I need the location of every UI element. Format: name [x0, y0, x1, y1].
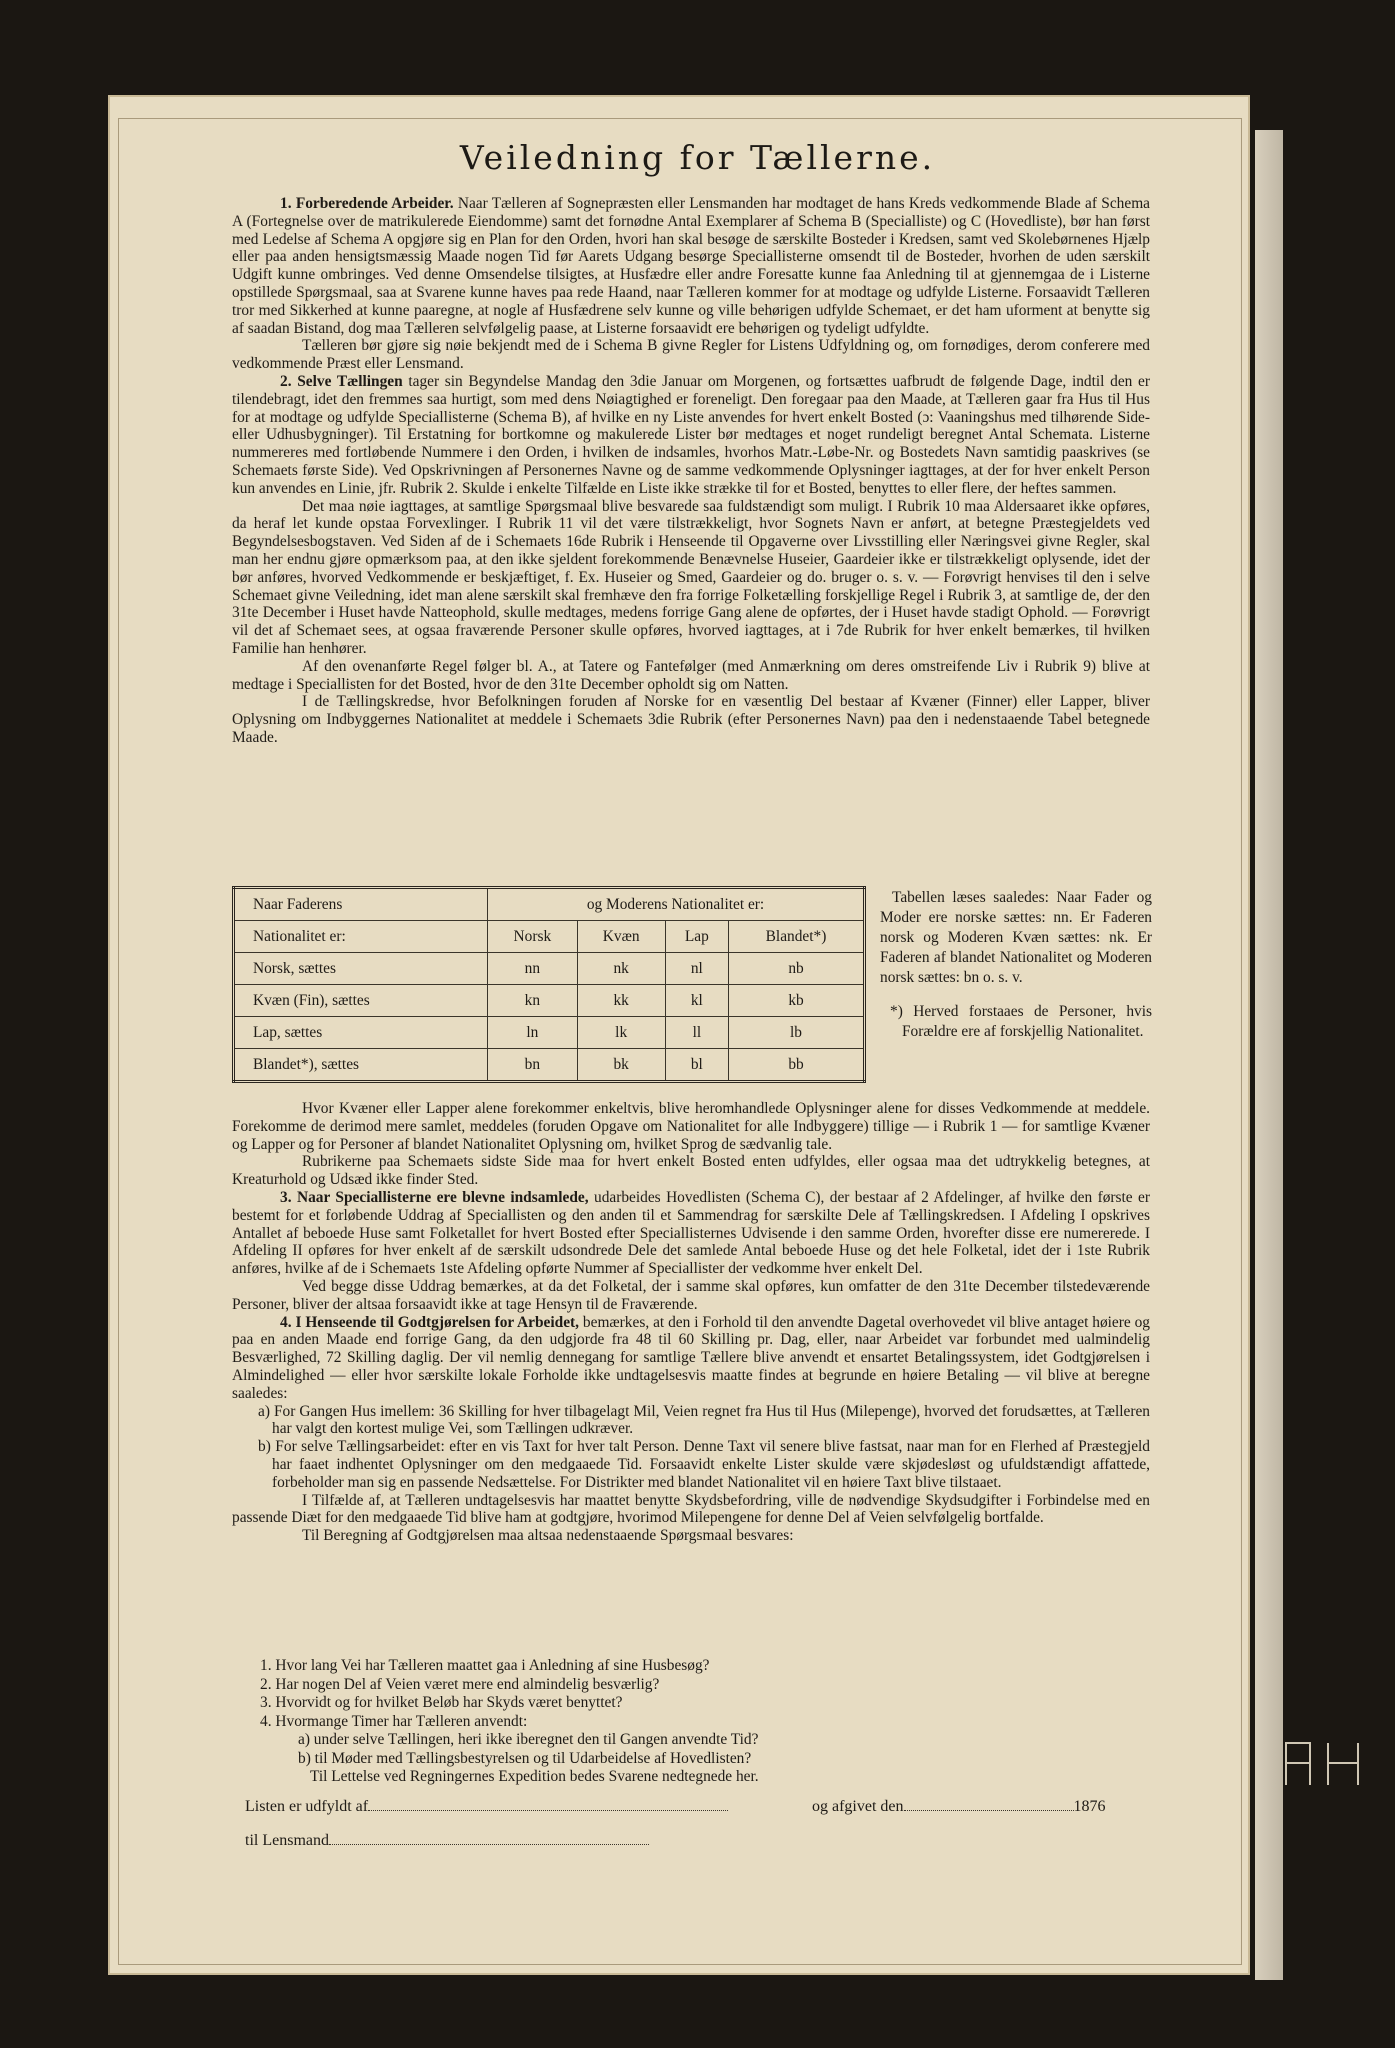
table-head-left-2: Nationalitet er: [234, 921, 488, 953]
date-blank[interactable] [904, 1810, 1074, 1811]
section-4-item-a: a) For Gangen Hus imellem: 36 Skilling for hver tilbagelagt Mil, Veien regnet fra Hus til Hus (Milepenge), hvorved det forudsættes, at Tælleren har valgt den kortest mulige Vei, som Tællingen udkræver. [258, 1402, 1150, 1438]
question-item: 2. Har nogen Del af Veien været mere end almindelig besværlig? [260, 1675, 660, 1693]
section-2-para-3: Af den ovenanførte Regel følger bl. A., at Tatere og Fantefølger (med Anmærkning om deres omstreifende Liv i Rubrik 9) blive at medtage i Speciallisten for det Bosted, hvor de den 31te December opholdt sig om Natten. [232, 657, 1150, 693]
table-col-header: Blandet*) [729, 921, 865, 953]
section-4-para-3: Til Beregning af Godtgjørelsen maa altsaa nedenstaaende Spørgsmaal besvares: [302, 1527, 794, 1545]
nationality-table [232, 886, 866, 1083]
table-row-label: Lap, sættes [234, 1017, 488, 1049]
table-head-left-1: Naar Faderens [234, 888, 488, 921]
question-item: 3. Hvorvidt og for hvilket Beløb har Skyds været benyttet? [260, 1694, 623, 1711]
afgivet-label: og afgivet den [812, 1798, 904, 1815]
table-cell: nb [729, 953, 865, 985]
table-cell: lb [729, 1017, 865, 1049]
section-2-text: tager sin Begyndelse Mandag den 3die Januar om Morgenen, og fortsættes uafbrudt de følgende Dage, indtil den er tilendebragt, idet den fremmes saa hurtigt, som med dens Nøiagtighed er foreneligt. Den foregaar paa den Maade, at Tælleren gaar fra Hus til Hus for at modtage og udfylde Speciallisterne (Schema B), af hvilke en ny Liste anvendes for hvert enkelt Bosted (ɔ: Vaaningshus med tilhørende Side- eller Udhusbygninger). Til Erstatning for bortkomne og makulerede Lister bør medtages et noget rundeligt beregnet Antal Schemata. Listerne nummereres med fortløbende Nummere i den Orden, i hvilken de indsamles, hvorhos Matr.-Løbe-Nr. og Bostedets Navn samtidig paaskrives (se Schemaets første Side). Ved Opskrivningen af Personernes Navne og de samme vedkommende Oplysninger iagttages, at der for hver enkelt Person kun anvendes en Linie, jfr. Rubrik 2. Skulde i enkelte Tilfælde en Liste ikke strække til for et Bosted, benyttes to eller flere, der heftes sammen. [232, 372, 1150, 497]
table-cell: nl [665, 953, 728, 985]
question-item: 1. Hvor lang Vei har Tælleren maattet gaa i Anledning af sine Husbesøg? [260, 1657, 710, 1674]
table-cell: kl [665, 985, 728, 1017]
section-3-text: udarbeides Hovedlisten (Schema C), der bestaar af 2 Afdelinger, af hvilke den første er bestemt for et forløbende Uddrag af Speciallisten og den anden til et Sammendrag for særskilte Dele af Tællingskredsen. I Afdeling I opskrives Antallet af beboede Huse samt Folketallet for hvert Bosted efter Speciallisternes Udvisende i den samme Orden, hvorefter disse ere numererede. I Afdeling II opføres for hver enkelt af de særskilt udsondrede Dele det samlede Antal beboede Huse og det hele Folketal, idet der i 1ste Rubrik anføres, hvilke af de i Schemaets 1ste Afdeling opførte Nummer af Speciallister der vedkomme hver enkelt Del. [232, 1188, 1150, 1278]
table-row [234, 1049, 865, 1082]
after-table-para-2: Rubrikerne paa Schemaets sidste Side maa for hvert enkelt Bosted enten udfyldes, eller ogsaa maa det udtrykkelig betegnes, at Kreaturhold og Udsæd ikke finder Sted. [232, 1153, 1150, 1189]
table-head-right-1: og Moderens Nationalitet er: [488, 888, 865, 921]
lensmand-line [245, 1832, 649, 1850]
page-edge [1255, 130, 1283, 1980]
table-row [234, 953, 865, 985]
section-1-heading: 1. Forberedende Arbeider. [280, 195, 454, 212]
section-1-text: Naar Tælleren af Sognepræsten eller Lensmanden har modtaget de hans Kreds vedkommende Blade af Schema A (Fortegnelse over de matrikulerede Eiendomme) samt det fornødne Antal Exemplarer af Schema B (Specialliste) og C (Hovedliste), bør han først med Ledelse af Schema A opgjøre sig en Plan for den Orden, hvori han skal besøge de særskilte Bosteder i Kredsen, samt ved Skolebørnenes Hjælp eller paa anden hensigtsmæssig Maade nogen Tid før Aarets Udgang besørge Speciallisterne omsendt til de Bosteder, hvorhen de uden særskilt Udgift kunne ombringes. Ved denne Omsendelse tilsigtes, at Husfædre eller andre Foresatte kunne faa Anledning til at gjennemgaa de i Listerne opstillede Spørgsmaal, saa at Svarene kunne haves paa rede Haand, naar Tælleren kommer for at modtage og udfylde Listerne. Forsaavidt Tælleren tror med Sikkerhed at kunne paaregne, at nogle af Husfædrene selv kunne og ville behørigen udfylde Schemaet, er det ham uforment at benytte sig af saadan Bistand, dog maa Tælleren selvfølgelig paase, at Listerne forsaavidt ere behørigen og tydeligt udfyldte. [232, 195, 1150, 337]
section-4-para-2: I Tilfælde af, at Tælleren undtagelsesvis har maattet benytte Skydsbefordring, ville de nødvendige Skydsudgifter i Forbindelse med en passende Diæt for den medgaaede Tid blive ham at godtgjøre, hvorimod Milepengene for denne Del af Veien selvfølgelig bortfalde. [232, 1491, 1150, 1527]
table-cell: ll [665, 1017, 728, 1049]
document-title: Veiledning for Tællerne. [459, 138, 936, 177]
table-footnote: *) Herved forstaaes de Personer, hvis Forældre ere af forskjellig Nationalitet. [890, 1003, 1152, 1040]
section-1 [232, 195, 1150, 747]
listen-line [245, 1798, 728, 1816]
table-row-label: Blandet*), sættes [234, 1049, 488, 1082]
closing-note: Til Lettelse ved Regningernes Expedition bedes Svarene nedtegnede her. [310, 1768, 759, 1785]
year-label: 1876 [1073, 1798, 1106, 1815]
question-subitem: b) til Møder med Tællingsbestyrelsen og til Udarbeidelse af Hovedlisten? [298, 1749, 752, 1767]
section-4-item-b: b) For selve Tællingsarbeidet: efter en vis Taxt for hver talt Person. Denne Taxt vil senere blive fastsat, naar man for en Flerhed af Præstegjeld har faaet indhentet Oplysninger om den medgaaede Tid. Forsaavidt enkelte Lister skulde være skjødesløst og ufuldstændigt affattede, forbeholder man sig en passende Nedsættelse. For Distrikter med blandet Nationalitet vil en høiere Taxt blive tilstaaet. [258, 1438, 1150, 1491]
table-row [234, 1017, 865, 1049]
section-4-text: bemærkes, at den i Forhold til den anvendte Dagetal overhovedet vil blive antaget høiere og paa en anden Maade end forrige Gang, da den udgjorde fra 48 til 60 Skilling pr. Dag, eller, naar Arbeidet var forbundet med ualmindelig Besværlighed, 72 Skilling daglig. Der vil nemlig dennegang for samtlige Tællere blive anvendt et ensartet Betalingssystem, idet Godtgjørelsen i Almindelighed — eller hvor særskilte lokale Forholde ikke undtagelsesvis maatte findes at begrunde en høiere Betaling — vil blive at beregne saaledes: [232, 1313, 1150, 1402]
table-cell: bl [665, 1049, 728, 1082]
table-cell: kk [577, 985, 665, 1017]
margin-monogram [1280, 1735, 1370, 1795]
table-cell: nn [488, 953, 578, 985]
section-4-heading: 4. I Henseende til Godtgjørelsen for Arbeidet, [280, 1313, 580, 1331]
section-2-para-4: I de Tællingskredse, hvor Befolkningen foruden af Norske for en væsentlig Del bestaar af Kvæner (Finner) eller Lapper, bliver Oplysning om Indbyggernes Nationalitet at meddele i Schemaets 3die Rubrik (efter Personernes Navn) paa den i nedenstaaende Tabel betegnede Maade. [232, 693, 1150, 746]
table-cell: bn [488, 1049, 578, 1082]
lensmand-label: til Lensmand [245, 1832, 329, 1849]
section-1-para-2: Tælleren bør gjøre sig nøie bekjendt med de i Schema B givne Regler for Listens Udfyldning og, om fornødiges, derom conferere med vedkommende Præst eller Lensmand. [232, 337, 1150, 373]
table-explanation-text: Tabellen læses saaledes: Naar Fader og Moder ere norske sættes: nn. Er Faderen norsk og Moderen Kvæn sættes: nk. Er Faderen af blandet Nationalitet og Moderen norsk sættes: bn o. s. v. [880, 889, 1152, 986]
lensmand-blank[interactable] [329, 1844, 649, 1845]
table-cell: lk [577, 1017, 665, 1049]
table-cell: kb [729, 985, 865, 1017]
question-subitem: a) under selve Tællingen, heri ikke iberegnet den til Gangen anvendte Tid? [298, 1731, 759, 1748]
listen-blank[interactable] [368, 1810, 728, 1811]
question-item: 4. Hvormange Timer har Tælleren anvendt: [260, 1712, 528, 1730]
table-col-header: Norsk [488, 921, 578, 953]
table-cell: kn [488, 985, 578, 1017]
table-col-header: Lap [665, 921, 728, 953]
table-row-label: Norsk, sættes [234, 953, 488, 985]
section-2-heading: 2. Selve Tællingen [280, 372, 403, 390]
section-3-4 [232, 1100, 1150, 1545]
table-cell: ln [488, 1017, 578, 1049]
section-3-para-2: Ved begge disse Uddrag bemærkes, at da det Folketal, der i samme skal opføres, kun omfatter de den 31te December tilstedeværende Personer, bliver der altsaa forsaavidt ikke at tage Hensyn til de Fraværende. [232, 1277, 1150, 1313]
section-2-para-2: Det maa nøie iagttages, at samtlige Spørgsmaal blive besvarede saa fuldstændigt som muligt. I Rubrik 10 maa Aldersaaret ikke opføres, da heraf let kunde opstaa Forvexlinger. I Rubrik 11 vil det være tilstrækkeligt, hvor Sognets Navn er anført, at betegne Præstegjeldets ved Begyndelsesbogstaven. Ved Siden af de i Schemaets 16de Rubrik i Henseende til Opgaverne over Livsstilling eller Næringsvei givne Regler, skal man her endnu gjøre opmærksom paa, at den ikke sjeldent forekommende Benævnelse Huseier, Gaardeier ikke er tilstrækkeligt oplysende, idet der bør anføres, hvorved Vedkommende er beskjæftiget, f. Ex. Huseier og Smed, Gaardeier og do. bruger o. s. v. — Forøvrigt henvises til den i selve Schemaet givne Veiledning, idet man alene særskilt skal fremhæve den fra forrige Folketælling forskjellige Regel i Rubrik 3, at samtlige de, der den 31te December i Huset havde Natteophold, skulle medtages, medens forrige Gang alene de opførtes, der i Huset havde stadigt Ophold. — Forøvrigt vil det af Schemaet sees, at ogsaa fraværende Personer skulle opføres, hvorved iagttages, at i 7de Rubrik for hver enkelt bemærkes, til hvilken Familie han henhører. [232, 497, 1150, 657]
table-col-header: Kvæn [577, 921, 665, 953]
listen-label: Listen er udfyldt af [245, 1798, 369, 1815]
table-row-label: Kvæn (Fin), sættes [234, 985, 488, 1017]
afgivet-line [812, 1798, 1106, 1816]
table-cell: bb [729, 1049, 865, 1082]
table-explanation [880, 888, 1152, 1042]
question-list [260, 1657, 759, 1787]
after-table-para-1: Hvor Kvæner eller Lapper alene forekommer enkeltvis, blive heromhandlede Oplysninger alene for disses Vedkommende at meddele. Forekomme de derimod mere samlet, meddeles (foruden Opgave om Nationalitet for alle Indbyggere) tillige — i Rubrik 1 — for samtlige Kvæner og Lapper og for Personer af blandet Nationalitet Oplysning om, hvilket Sprog de sædvanlig tale. [232, 1100, 1150, 1153]
section-3-heading: 3. Naar Speciallisterne ere blevne indsamlede, [280, 1188, 589, 1206]
table-cell: nk [577, 953, 665, 985]
table-cell: bk [577, 1049, 665, 1082]
table-row [234, 985, 865, 1017]
